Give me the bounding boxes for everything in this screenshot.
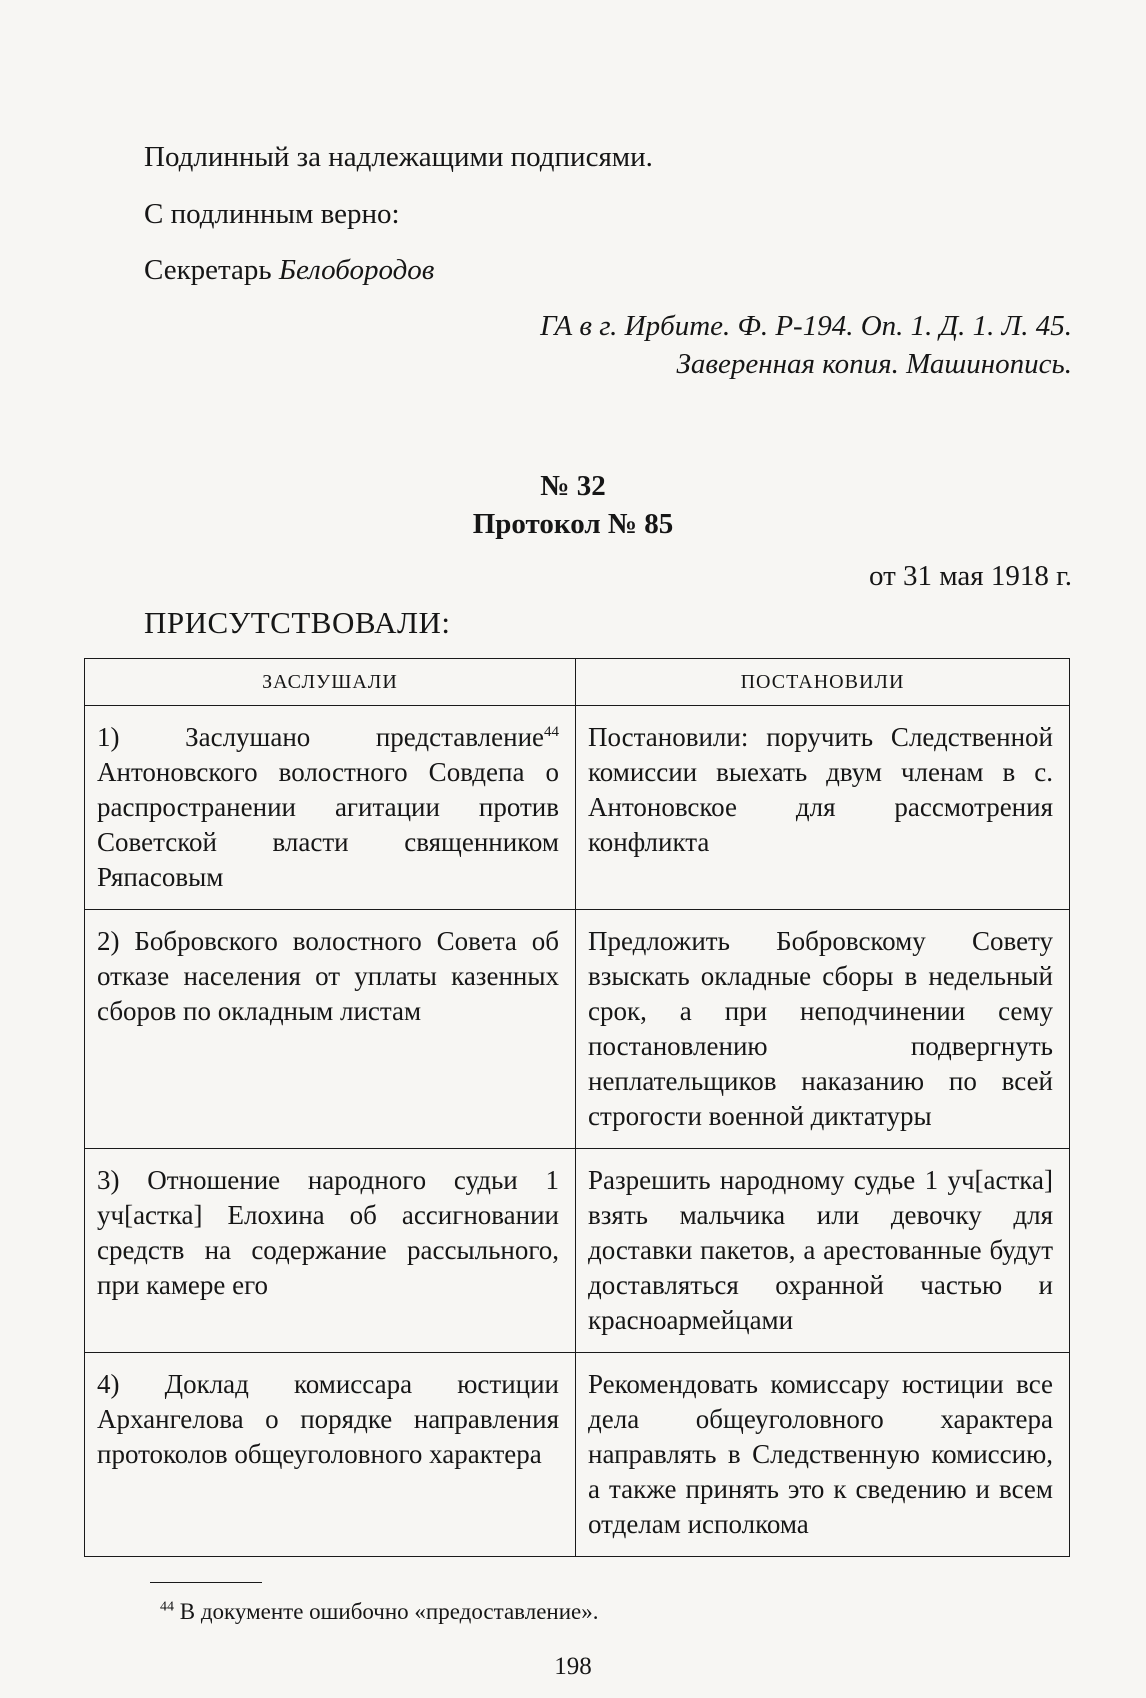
document-number: № 32 bbox=[540, 470, 606, 502]
resolved-cell: Разрешить народному судье 1 уч[астка] взять мальчика или девочку для доставки пакетов, а арестованные будут доставляться охранной частью и красноармейцами bbox=[576, 1149, 1070, 1353]
table-row bbox=[85, 910, 1070, 1149]
copy-note: Заверенная копия. Машинопись. bbox=[676, 348, 1072, 380]
resolved-cell: Постановили: поручить Следственной комиссии выехать двум членам в с. Антоновское для рассмотрения конфликта bbox=[576, 706, 1070, 910]
footnote-text: В документе ошибочно «предоставление». bbox=[174, 1599, 599, 1624]
original-signatures-line: Подлинный за надлежащими подписями. bbox=[144, 141, 653, 173]
heard-text-start: 1) Заслушано представление bbox=[97, 722, 544, 752]
heard-cell bbox=[85, 706, 576, 910]
protocol-date: от 31 мая 1918 г. bbox=[868, 560, 1072, 592]
footnote-mark: 44 bbox=[160, 1599, 174, 1615]
footnote-divider bbox=[150, 1582, 262, 1583]
secretary-name: Белобородов bbox=[278, 254, 435, 286]
archive-reference: ГА в г. Ирбите. Ф. Р-194. Оп. 1. Д. 1. Л. 45. bbox=[540, 310, 1072, 342]
secretary-label: Секретарь bbox=[144, 254, 272, 286]
resolved-cell: Рекомендовать комиссару юстиции все дела общеуголовного характера направлять в Следственную комиссию, а также принять это к сведению и всем отделам исполкома bbox=[576, 1353, 1070, 1557]
verified-copy-line: С подлинным верно: bbox=[144, 198, 400, 230]
table-row bbox=[85, 706, 1070, 910]
column-header-heard: ЗАСЛУШАЛИ bbox=[85, 659, 576, 706]
resolved-cell: Предложить Бобровскому Совету взыскать окладные сборы в недельный срок, а при неподчинении сему постановлению подвергнуть неплательщиков наказанию по всей строгости военной диктатуры bbox=[576, 910, 1070, 1149]
column-header-resolved: ПОСТАНОВИЛИ bbox=[576, 659, 1070, 706]
heard-cell: 3) Отношение народного судьи 1 уч[астка] Елохина об ассигновании средств на содержание рассыльного, при камере его bbox=[85, 1149, 576, 1353]
table-header-row bbox=[85, 659, 1070, 706]
secretary-line bbox=[144, 252, 434, 288]
table-row bbox=[85, 1149, 1070, 1353]
table-row bbox=[85, 1353, 1070, 1557]
present-heading: ПРИСУТСТВОВАЛИ: bbox=[144, 605, 451, 640]
footnote-reference: 44 bbox=[544, 724, 559, 740]
heard-cell: 2) Бобровского волостного Совета об отказе населения от уплаты казенных сборов по окладным листам bbox=[85, 910, 576, 1149]
page-number: 198 bbox=[554, 1653, 592, 1680]
heard-cell: 4) Доклад комиссара юстиции Архангелова о порядке направления протоколов общеуголовного характера bbox=[85, 1353, 576, 1557]
heard-text-end: Антоновского волостного Совдепа о распространении агитации против Советской власти священником Ряпасовым bbox=[97, 757, 559, 892]
protocol-title: Протокол № 85 bbox=[472, 508, 674, 540]
minutes-table bbox=[84, 658, 1070, 1557]
footnote bbox=[160, 1597, 598, 1627]
